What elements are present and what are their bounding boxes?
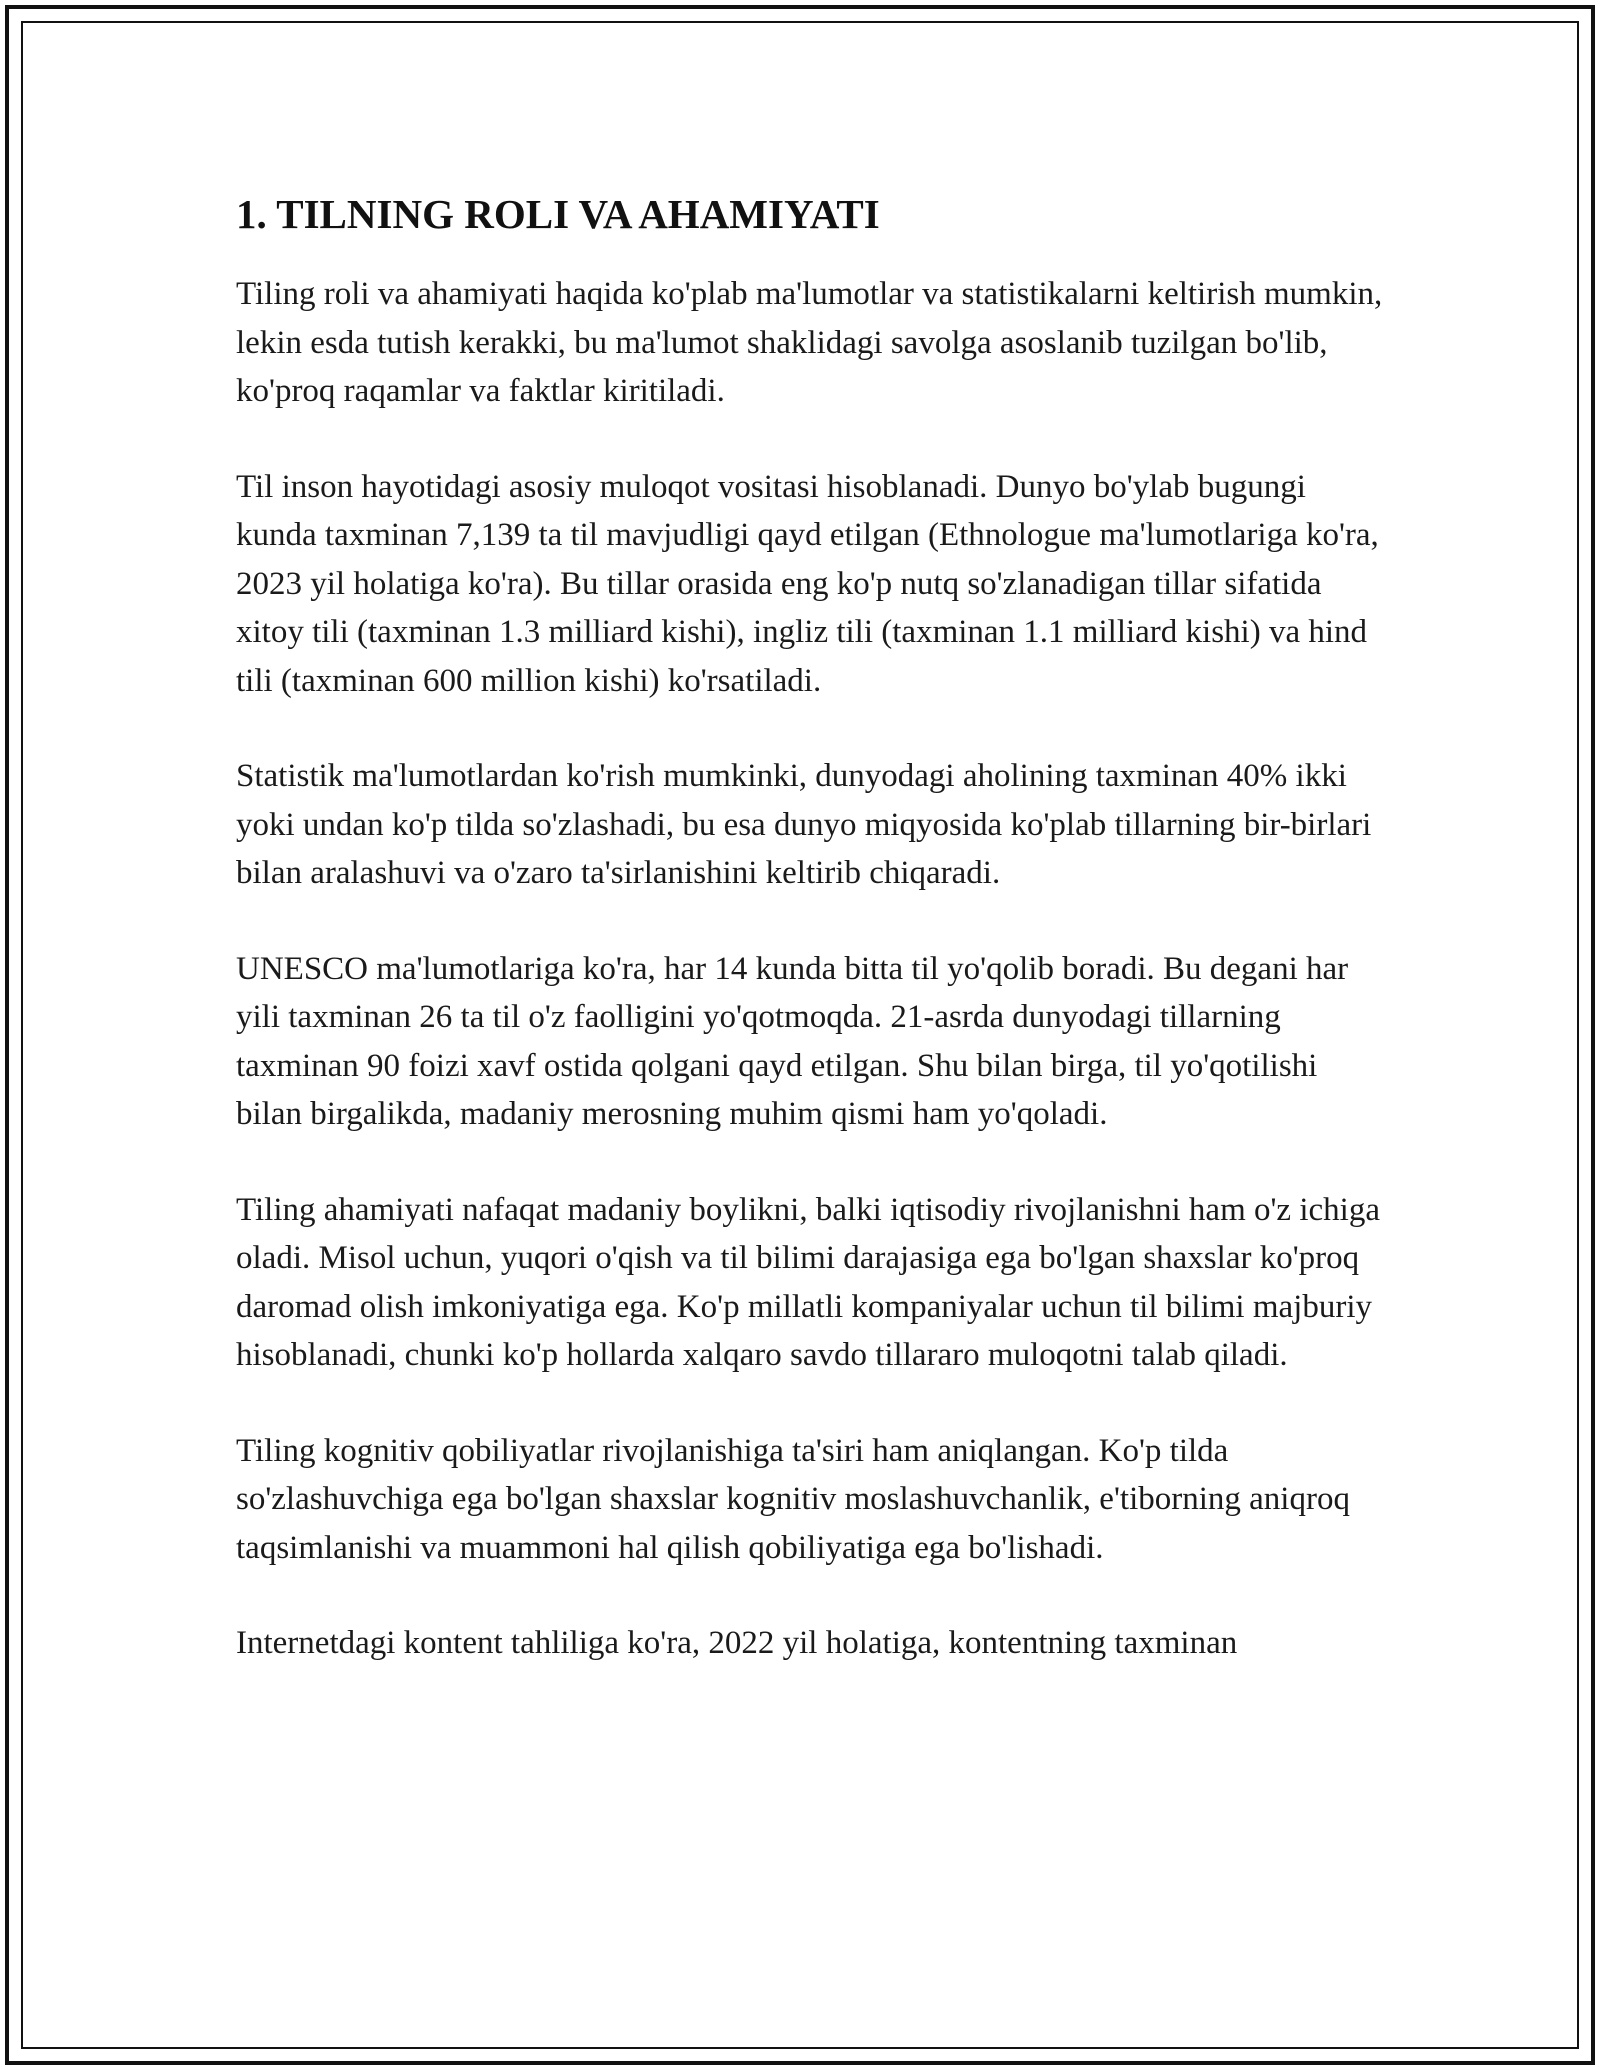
paragraph-language-count: Til inson hayotidagi asosiy muloqot vositasi hisoblanadi. Dunyo bo'ylab bugungi kunda taxminan 7,139 ta til mavjudligi qayd etilgan (Ethnologue ma'lumotlariga ko'ra, 2023 yil holatiga ko'ra). Bu tillar orasida eng ko'p nutq so'zlanadigan tillar sifatida xitoy tili (taxminan 1.3 milliard kishi), ingliz tili (taxminan 1.1 milliard kishi) va hind tili (taxminan 600 million kishi) ko'rsatiladi.: [236, 468, 1379, 699]
paragraph-economic-importance: Tiling ahamiyati nafaqat madaniy boylikni, balki iqtisodiy rivojlanishni ham o'z ichiga oladi. Misol uchun, yuqori o'qish va til bilimi darajasiga ega bo'lgan shaxslar ko'proq daromad olish imkoniyatiga ega. Ko'p millatli kompaniyalar uchun til bilimi majburiy hisoblanadi, chunki ko'p hollarda xalqaro savdo tillararo muloqotni talab qiladi.: [236, 1191, 1380, 1373]
paragraph-internet-content: Internetdagi kontent tahliliga ko'ra, 2022 yil holatiga, kontentning taxminan: [236, 1625, 1238, 1661]
paragraph-cognitive-effects: Tiling kognitiv qobiliyatlar rivojlanishiga ta'siri ham aniqlangan. Ko'p tilda so'zlashuvchiga ega bo'lgan shaxslar kognitiv moslashuvchanlik, e'tiborning aniqroq taqsimlanishi va muammoni hal qilish qobiliyatiga ega bo'lishadi.: [236, 1432, 1350, 1566]
document-body: [236, 188, 1386, 1715]
section-title: 1. TILNING ROLI VA AHAMIYATI: [236, 191, 880, 237]
paragraph-multilingual-statistics: Statistik ma'lumotlardan ko'rish mumkinki, dunyodagi aholining taxminan 40% ikki yoki undan ko'p tilda so'zlashadi, bu esa dunyo miqyosida ko'plab tillarning bir-birlari bilan aralashuvi va o'zaro ta'sirlanishini keltirib chiqaradi.: [236, 758, 1372, 891]
paragraph-unesco-language-loss: UNESCO ma'lumotlariga ko'ra, har 14 kunda bitta til yo'qolib boradi. Bu degani har yili taxminan 26 ta til o'z faolligini yo'qotmoqda. 21-asrda dunyodagi tillarning taxminan 90 foizi xavf ostida qolgani qayd etilgan. Shu bilan birga, til yo'qotilishi bilan birgalikda, madaniy merosning muhim qismi ham yo'qoladi.: [236, 950, 1349, 1132]
paragraph-intro: Tiling roli va ahamiyati haqida ko'plab ma'lumotlar va statistikalarni keltirish mumkin, lekin esda tutish kerakki, bu ma'lumot shaklidagi savolga asoslanib tuzilgan bo'lib, ko'proq raqamlar va faktlar kiritiladi.: [236, 276, 1383, 409]
